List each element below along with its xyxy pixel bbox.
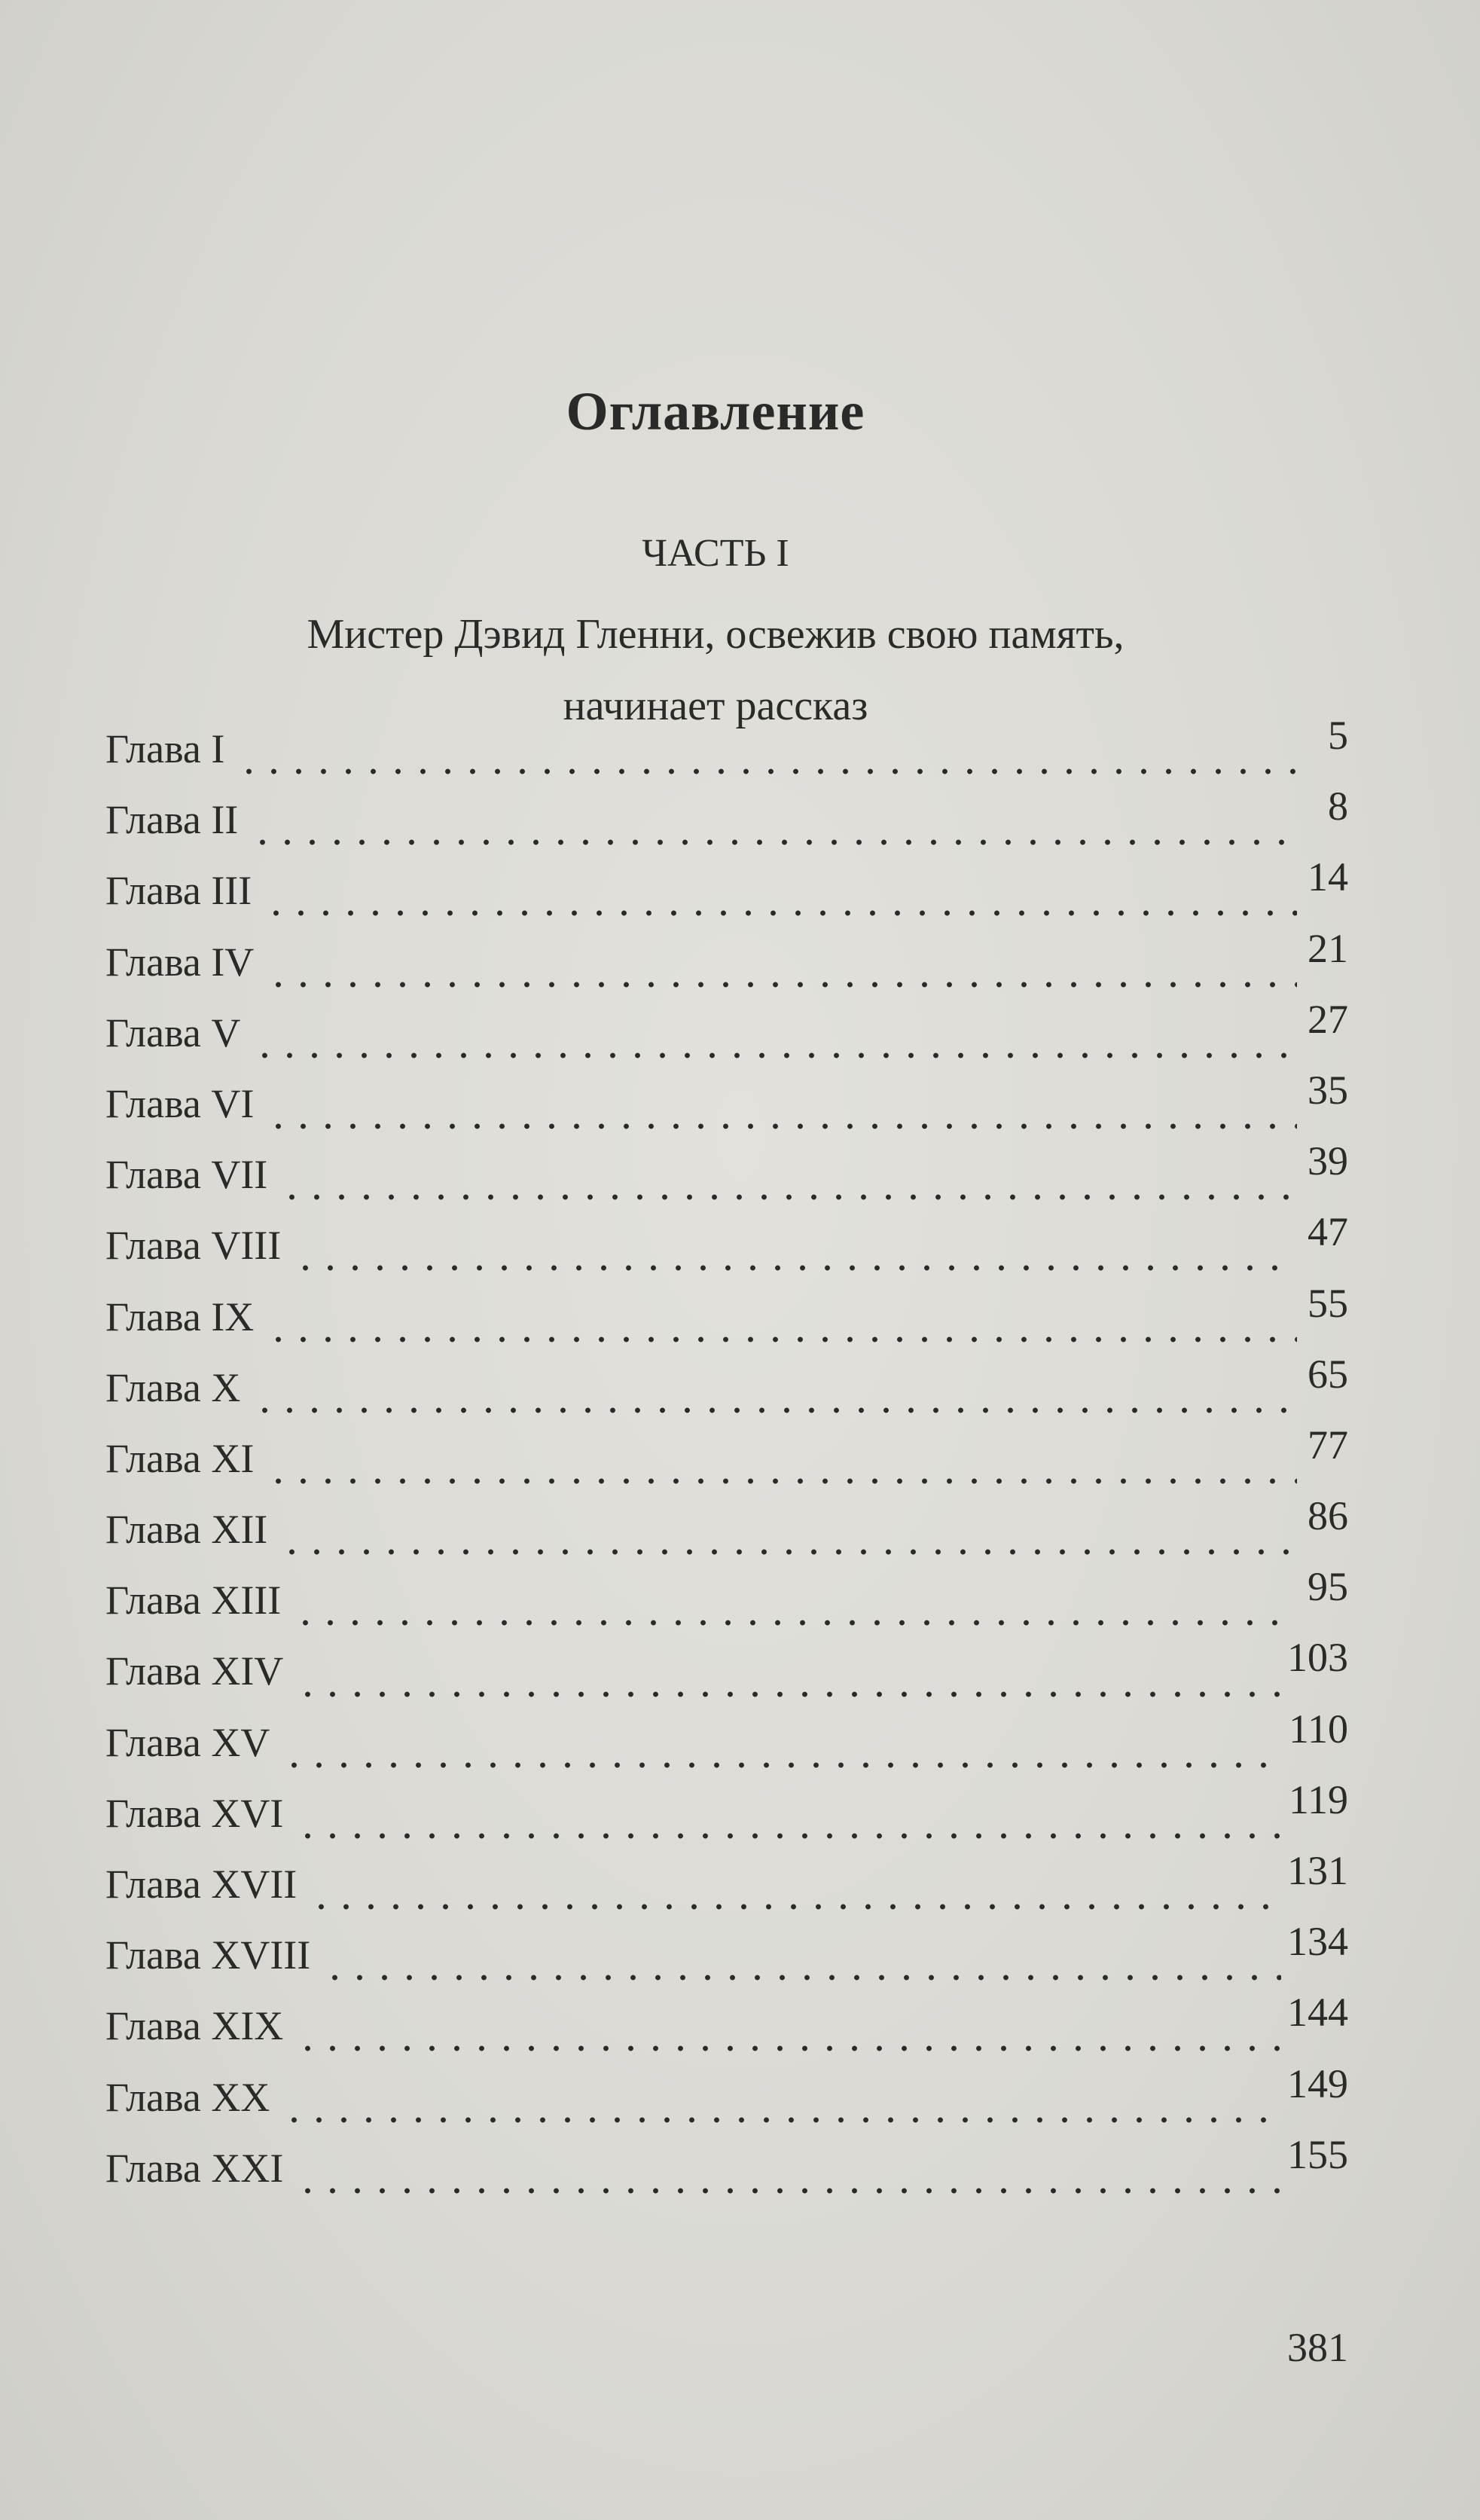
toc-entry-page: 119 [1289,1776,1348,1822]
toc-entry [105,1848,1348,1932]
toc-entry-page: 95 [1308,1564,1348,1610]
toc-title: Оглавление [566,381,865,441]
toc-entry-title: Глава IX [105,1294,255,1339]
toc-entry [105,1138,1348,1222]
toc-entry-page: 55 [1308,1280,1348,1326]
toc-entry [105,996,1348,1080]
toc-entry [105,2131,1348,2216]
dot-leader [295,2042,1281,2054]
toc-entry-title: Глава XVII [105,1862,298,1907]
toc-entry-page: 14 [1308,854,1348,900]
toc-entry-title: Глава XI [105,1435,255,1481]
toc-entry-title: Глава VII [105,1152,268,1198]
dot-leader [279,1191,1297,1203]
dot-leader [236,765,1297,777]
toc-entry-title: Глава II [105,797,239,843]
toc-entry-page: 134 [1287,1919,1348,1965]
toc-entry [105,1351,1348,1435]
dot-leader [252,1404,1297,1416]
toc-entry-title: Глава III [105,868,252,914]
dot-leader [252,1049,1297,1061]
toc-entry-title: Глава XXI [105,2145,284,2191]
toc-entry-title: Глава V [105,1010,241,1055]
dot-leader [322,1972,1281,1984]
toc-entry-page: 8 [1328,783,1348,829]
dot-leader [293,1617,1297,1629]
toc-entry-page: 21 [1308,925,1348,971]
toc-entry [105,1067,1348,1151]
toc-entry [105,1919,1348,2002]
toc-entry-title: Глава VI [105,1080,255,1126]
toc-entry-page: 131 [1287,1848,1348,1893]
page-number: 381 [1287,2325,1348,2370]
toc-entry [105,1776,1348,1861]
dot-leader [266,1475,1297,1487]
dot-leader [295,1830,1283,1842]
toc-entry-title: Глава XIX [105,2003,284,2049]
toc-list [105,713,1348,2216]
toc-entry-title: Глава XVI [105,1790,284,1836]
toc-entry-title: Глава XX [105,2074,270,2120]
toc-entry [105,783,1348,867]
toc-entry-title: Глава XII [105,1507,268,1553]
toc-entry-page: 110 [1289,1706,1348,1752]
dot-leader [266,1333,1297,1346]
part-subtitle-line-2: начинает рассказ [563,683,868,729]
toc-entry [105,925,1348,1010]
toc-entry-title: Глава XVIII [105,1932,311,1978]
toc-entry [105,1635,1348,1718]
dot-leader [309,1901,1281,1913]
toc-entry [105,2060,1348,2145]
toc-entry [105,1280,1348,1364]
toc-entry-title: Глава XV [105,1719,270,1765]
toc-entry-title: Глава XIV [105,1648,284,1694]
toc-entry-title: Глава VIII [105,1223,282,1269]
toc-entry [105,1422,1348,1506]
toc-entry-title: Глава XIII [105,1578,282,1623]
toc-entry-page: 27 [1308,996,1348,1042]
dot-leader [266,979,1297,991]
toc-entry-page: 5 [1328,713,1348,758]
dot-leader [264,907,1297,919]
toc-entry-title: Глава X [105,1364,241,1410]
toc-entry-page: 77 [1308,1422,1348,1468]
dot-leader [282,2114,1281,2126]
toc-entry-page: 103 [1287,1635,1348,1681]
dot-leader [293,1262,1297,1274]
toc-entry-page: 144 [1287,1990,1348,2036]
part-subtitle-line-1: Мистер Дэвид Гленни, освежив свою память, [307,611,1124,658]
dot-leader [295,2185,1281,2197]
toc-entry-title: Глава I [105,726,225,771]
toc-entry-page: 149 [1287,2060,1348,2106]
toc-entry-page: 155 [1287,2131,1348,2177]
dot-leader [279,1546,1297,1558]
toc-entry-page: 39 [1308,1138,1348,1184]
toc-entry-page: 86 [1308,1493,1348,1539]
dot-leader [266,1120,1297,1132]
toc-entry-page: 47 [1308,1209,1348,1255]
dot-leader [282,1759,1283,1771]
toc-entry [105,854,1348,938]
dot-leader [295,1688,1281,1700]
toc-entry-title: Глава IV [105,939,255,985]
toc-entry [105,1990,1348,2073]
toc-entry-page: 65 [1308,1351,1348,1397]
toc-entry [105,1706,1348,1790]
part-subtitle [0,599,1431,742]
toc-entry [105,1564,1348,1648]
part-label: ЧАСТЬ I [642,532,789,575]
toc-entry [105,713,1348,796]
toc-entry [105,1493,1348,1577]
dot-leader [250,836,1297,848]
toc-entry [105,1209,1348,1293]
toc-entry-page: 35 [1308,1067,1348,1113]
